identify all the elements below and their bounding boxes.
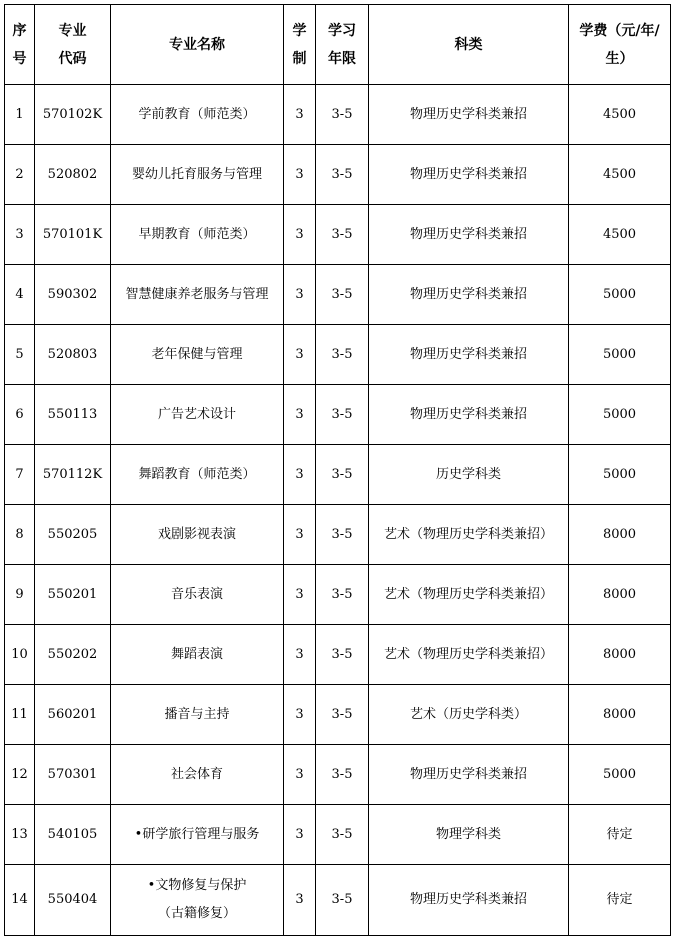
- cell-fee: 8000: [569, 505, 671, 565]
- table-row: [5, 265, 671, 325]
- cell-code: 550201: [35, 565, 111, 625]
- cell-system: 3: [284, 625, 316, 685]
- cell-years: 3-5: [316, 325, 369, 385]
- cell-name: 舞蹈表演: [111, 625, 284, 685]
- cell-system: 3: [284, 865, 316, 936]
- table-row: [5, 85, 671, 145]
- cell-years: 3-5: [316, 565, 369, 625]
- cell-category: 物理学科类: [369, 805, 569, 865]
- cell-years: 3-5: [316, 865, 369, 936]
- cell-years: 3-5: [316, 265, 369, 325]
- header-years: [316, 5, 369, 85]
- cell-no: 5: [5, 325, 35, 385]
- table-row: [5, 805, 671, 865]
- cell-category: 物理历史学科类兼招: [369, 145, 569, 205]
- table-row: [5, 205, 671, 265]
- cell-category: 物理历史学科类兼招: [369, 865, 569, 936]
- cell-name-line2: （古籍修复）: [157, 906, 236, 921]
- cell-category: 物理历史学科类兼招: [369, 205, 569, 265]
- cell-no: 6: [5, 385, 35, 445]
- cell-category: 艺术（历史学科类）: [369, 685, 569, 745]
- cell-code: 570101K: [35, 205, 111, 265]
- cell-fee: 4500: [569, 205, 671, 265]
- table-row: [5, 505, 671, 565]
- major-fee-table: [4, 4, 671, 936]
- cell-code: 570301: [35, 745, 111, 805]
- cell-code: 590302: [35, 265, 111, 325]
- cell-system: 3: [284, 85, 316, 145]
- cell-years: 3-5: [316, 805, 369, 865]
- cell-category: 艺术（物理历史学科类兼招）: [369, 505, 569, 565]
- header-system: 学制: [284, 5, 316, 85]
- cell-years: 3-5: [316, 505, 369, 565]
- cell-no: 10: [5, 625, 35, 685]
- header-years-text: 学习年限: [328, 22, 356, 67]
- cell-system: 3: [284, 205, 316, 265]
- cell-system: 3: [284, 145, 316, 205]
- cell-fee: 4500: [569, 85, 671, 145]
- cell-name: [111, 865, 284, 936]
- table-row: [5, 325, 671, 385]
- cell-name: 广告艺术设计: [111, 385, 284, 445]
- cell-name: 舞蹈教育（师范类）: [111, 445, 284, 505]
- table-row: [5, 565, 671, 625]
- cell-name: 戏剧影视表演: [111, 505, 284, 565]
- header-name: 专业名称: [111, 5, 284, 85]
- cell-no: 11: [5, 685, 35, 745]
- cell-fee: 5000: [569, 265, 671, 325]
- cell-fee: 待定: [569, 865, 671, 936]
- cell-category: 历史学科类: [369, 445, 569, 505]
- table-header-row: [5, 5, 671, 85]
- header-fee: [569, 5, 671, 85]
- cell-fee: 5000: [569, 325, 671, 385]
- cell-name: 社会体育: [111, 745, 284, 805]
- cell-years: 3-5: [316, 445, 369, 505]
- cell-no: 9: [5, 565, 35, 625]
- table-row: [5, 625, 671, 685]
- cell-system: 3: [284, 565, 316, 625]
- cell-system: 3: [284, 445, 316, 505]
- cell-name: 婴幼儿托育服务与管理: [111, 145, 284, 205]
- cell-code: 570112K: [35, 445, 111, 505]
- cell-code: 550205: [35, 505, 111, 565]
- cell-fee: 8000: [569, 685, 671, 745]
- cell-no: 14: [5, 865, 35, 936]
- cell-fee: 8000: [569, 565, 671, 625]
- cell-no: 2: [5, 145, 35, 205]
- cell-years: 3-5: [316, 685, 369, 745]
- table-row: [5, 445, 671, 505]
- cell-name: 智慧健康养老服务与管理: [111, 265, 284, 325]
- cell-code: 540105: [35, 805, 111, 865]
- cell-name: •研学旅行管理与服务: [111, 805, 284, 865]
- cell-years: 3-5: [316, 205, 369, 265]
- cell-name: 学前教育（师范类）: [111, 85, 284, 145]
- cell-category: 艺术（物理历史学科类兼招）: [369, 565, 569, 625]
- cell-system: 3: [284, 325, 316, 385]
- cell-code: 550404: [35, 865, 111, 936]
- cell-category: 物理历史学科类兼招: [369, 385, 569, 445]
- cell-name-line1: •文物修复与保护: [147, 878, 247, 893]
- cell-system: 3: [284, 805, 316, 865]
- cell-no: 1: [5, 85, 35, 145]
- cell-fee: 5000: [569, 445, 671, 505]
- cell-category: 艺术（物理历史学科类兼招）: [369, 625, 569, 685]
- cell-no: 13: [5, 805, 35, 865]
- cell-fee: 5000: [569, 745, 671, 805]
- cell-years: 3-5: [316, 145, 369, 205]
- cell-category: 物理历史学科类兼招: [369, 85, 569, 145]
- cell-name: 老年保健与管理: [111, 325, 284, 385]
- table-row: [5, 145, 671, 205]
- header-no: 序号: [5, 5, 35, 85]
- cell-code: 570102K: [35, 85, 111, 145]
- cell-system: 3: [284, 685, 316, 745]
- cell-years: 3-5: [316, 745, 369, 805]
- header-code-text: 专业代码: [58, 22, 87, 67]
- header-code: [35, 5, 111, 85]
- cell-years: 3-5: [316, 85, 369, 145]
- cell-code: 550202: [35, 625, 111, 685]
- cell-code: 550113: [35, 385, 111, 445]
- cell-code: 520802: [35, 145, 111, 205]
- cell-code: 560201: [35, 685, 111, 745]
- cell-name: 音乐表演: [111, 565, 284, 625]
- cell-fee: 5000: [569, 385, 671, 445]
- cell-category: 物理历史学科类兼招: [369, 265, 569, 325]
- cell-category: 物理历史学科类兼招: [369, 325, 569, 385]
- cell-years: 3-5: [316, 385, 369, 445]
- table-row: [5, 685, 671, 745]
- cell-years: 3-5: [316, 625, 369, 685]
- cell-no: 7: [5, 445, 35, 505]
- table-row: [5, 745, 671, 805]
- cell-system: 3: [284, 265, 316, 325]
- cell-system: 3: [284, 385, 316, 445]
- cell-no: 4: [5, 265, 35, 325]
- cell-fee: 4500: [569, 145, 671, 205]
- cell-fee: 8000: [569, 625, 671, 685]
- table-row: [5, 385, 671, 445]
- cell-system: 3: [284, 505, 316, 565]
- cell-system: 3: [284, 745, 316, 805]
- cell-no: 3: [5, 205, 35, 265]
- cell-no: 12: [5, 745, 35, 805]
- fee-table-sheet: [4, 4, 671, 936]
- header-category: 科类: [369, 5, 569, 85]
- cell-fee: 待定: [569, 805, 671, 865]
- header-fee-text: 学费（元/年/生）: [579, 22, 660, 67]
- cell-code: 520803: [35, 325, 111, 385]
- cell-category: 物理历史学科类兼招: [369, 745, 569, 805]
- cell-name: 播音与主持: [111, 685, 284, 745]
- cell-no: 8: [5, 505, 35, 565]
- cell-name: 早期教育（师范类）: [111, 205, 284, 265]
- table-row: [5, 865, 671, 936]
